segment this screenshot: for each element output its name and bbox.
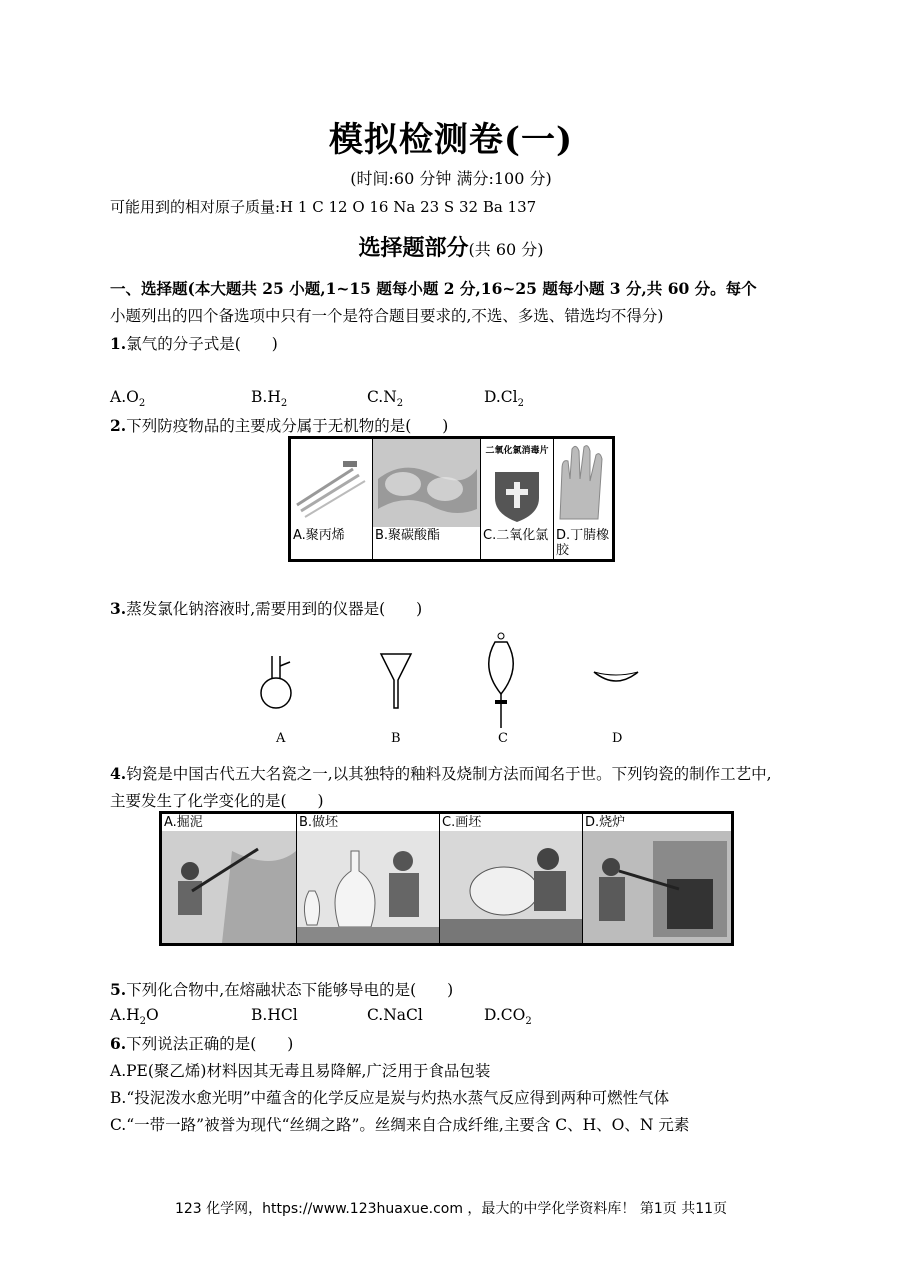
q1-option-d: $D.Cl_2$ bbox=[484, 388, 524, 410]
apparatus-label-c: C bbox=[498, 731, 508, 746]
question-2 bbox=[110, 414, 448, 436]
instructions-line-2: 小题列出的四个备选项中只有一个是符合题目要求的,不选、多选、错选均不得分) bbox=[110, 307, 664, 325]
goggles-image bbox=[373, 439, 480, 527]
question-text: 下列化合物中,在熔融状态下能够导电的是( ) bbox=[126, 981, 454, 999]
q4-cell-a bbox=[161, 813, 297, 945]
apparatus-label-b: B bbox=[391, 731, 401, 746]
question-text: 蒸发氯化钠溶液时,需要用到的仪器是( ) bbox=[126, 600, 423, 618]
instructions-line-1: 一、选择题(本大题共 25 小题,1~15 题每小题 2 分,16~25 题每小题 3 分,共 60 分。每个 bbox=[110, 279, 757, 298]
q2-label-d: D.丁腈橡胶 bbox=[556, 528, 610, 558]
question-text: 下列防疫物品的主要成分属于无机物的是( ) bbox=[126, 417, 449, 435]
apparatus-label-a: A bbox=[276, 731, 286, 746]
question-number: 6. bbox=[110, 1034, 127, 1053]
distilling-flask-icon bbox=[261, 656, 291, 708]
q6-option-a: A.PE(聚乙烯)材料因其无毒且易降解,广泛用于食品包装 bbox=[110, 1062, 491, 1080]
painting-image bbox=[440, 831, 582, 943]
q4-label-c: C.画坯 bbox=[442, 815, 482, 830]
q6-option-c: C.“一带一路”被誉为现代“丝绸之路”。丝绸来自合成纤维,主要含 C、H、O、N 元素 bbox=[110, 1116, 690, 1134]
kiln-firing-image bbox=[583, 831, 731, 943]
question-1 bbox=[110, 332, 278, 354]
q5-option-a: $A.H_2O$ bbox=[110, 1006, 159, 1028]
question-number: 5. bbox=[110, 980, 127, 999]
question-3 bbox=[110, 597, 422, 619]
funnel-icon bbox=[381, 654, 411, 708]
q1-option-c: $C.N_2$ bbox=[367, 388, 404, 410]
section-score: (共 60 分) bbox=[468, 240, 544, 259]
q2-label-a: A.聚丙烯 bbox=[293, 528, 345, 543]
question-number: 3. bbox=[110, 599, 127, 618]
q4-label-b: B.做坯 bbox=[299, 815, 339, 830]
section-heading bbox=[0, 231, 902, 262]
q2-cell-d bbox=[554, 438, 614, 561]
atomic-masses: 可能用到的相对原子质量:H 1 C 12 O 16 Na 23 S 32 Ba 137 bbox=[110, 198, 537, 216]
question-4-line-2: 主要发生了化学变化的是( ) bbox=[110, 792, 324, 810]
syringe-image bbox=[291, 439, 372, 527]
package-label: 二氧化氯消毒片 bbox=[485, 446, 549, 456]
q2-cell-a bbox=[290, 438, 373, 561]
q5-option-c: C.NaCl bbox=[367, 1006, 423, 1024]
q1-option-b: $B.H_2$ bbox=[251, 388, 288, 410]
q6-option-b: B.“投泥泼水愈光明”中蕴含的化学反应是炭与灼热水蒸气反应得到两种可燃性气体 bbox=[110, 1089, 670, 1107]
page-footer: 123 化学网，https://www.123huaxue.com ，最大的中学化学资料库！ 第1页 共11页 bbox=[174, 1201, 728, 1217]
q4-cell-b bbox=[297, 813, 440, 945]
question-5 bbox=[110, 978, 453, 1000]
q1-option-a: $A.O_2$ bbox=[110, 388, 146, 410]
question-text: 氯气的分子式是( ) bbox=[126, 335, 278, 353]
question-4-line-1 bbox=[110, 762, 772, 784]
q2-image-table bbox=[288, 436, 615, 562]
question-number: 2. bbox=[110, 416, 127, 435]
question-number: 1. bbox=[110, 334, 127, 353]
apparatus-drawings bbox=[250, 628, 650, 738]
shaping-vase-image bbox=[297, 831, 439, 943]
separatory-funnel-icon bbox=[489, 633, 514, 728]
evaporating-dish-icon bbox=[594, 672, 638, 681]
q4-label-a: A.掘泥 bbox=[164, 815, 203, 830]
gloves-image bbox=[554, 439, 612, 527]
q4-label-d: D.烧炉 bbox=[585, 815, 626, 830]
q4-image-table bbox=[159, 811, 734, 946]
digging-clay-image bbox=[162, 831, 296, 943]
page-title: 模拟检测卷(一) bbox=[328, 120, 574, 160]
chlorine-dioxide-image bbox=[481, 439, 553, 527]
question-text: 钧瓷是中国古代五大名瓷之一,以其独特的釉料及烧制方法而闻名于世。下列钧瓷的制作工艺中, bbox=[126, 765, 772, 783]
exam-subtitle: (时间:60 分钟 满分:100 分) bbox=[350, 169, 552, 188]
q4-cell-c bbox=[440, 813, 583, 945]
section-title: 选择题部分 bbox=[358, 235, 469, 261]
question-6 bbox=[110, 1032, 293, 1054]
q2-label-c: C.二氧化氯 bbox=[483, 528, 549, 543]
q5-option-b: B.HCl bbox=[251, 1006, 298, 1024]
q2-cell-b bbox=[373, 438, 481, 561]
question-number: 4. bbox=[110, 764, 127, 783]
apparatus-label-d: D bbox=[612, 731, 623, 746]
q2-cell-c bbox=[481, 438, 554, 561]
q5-option-d: $D.CO_2$ bbox=[484, 1006, 532, 1028]
q4-cell-d bbox=[583, 813, 733, 945]
question-text: 下列说法正确的是( ) bbox=[126, 1035, 294, 1053]
q2-label-b: B.聚碳酸酯 bbox=[375, 528, 441, 543]
